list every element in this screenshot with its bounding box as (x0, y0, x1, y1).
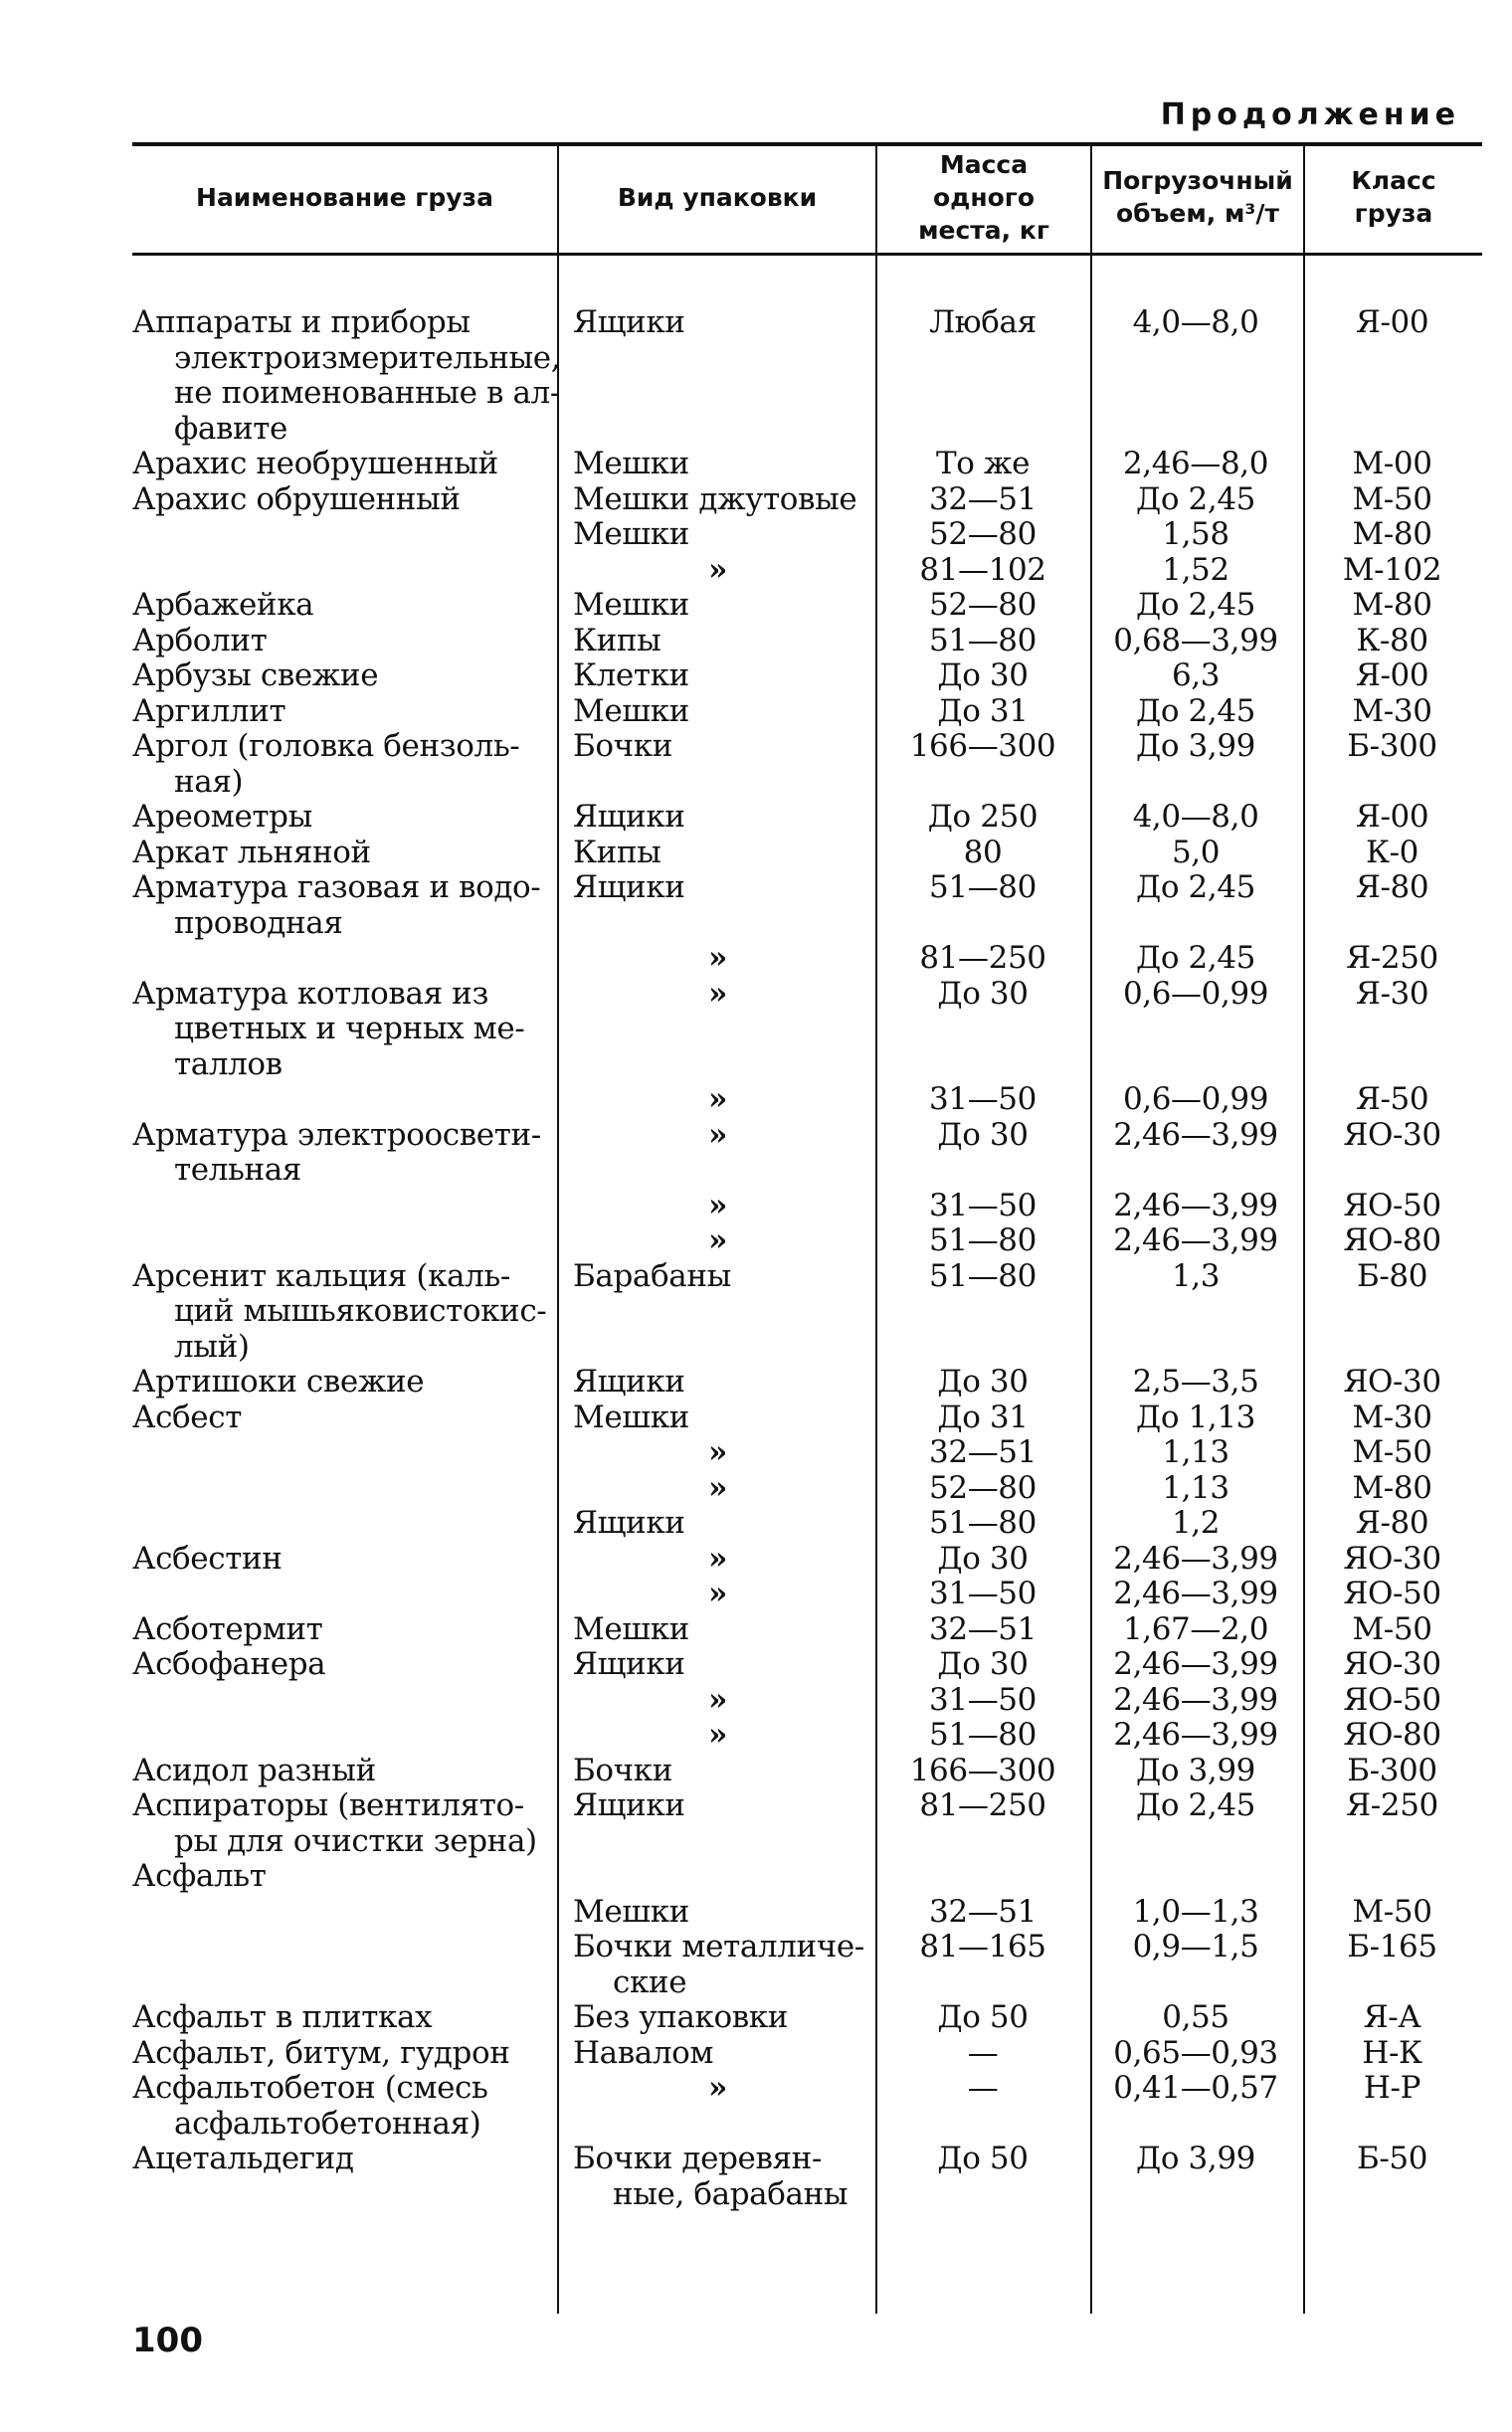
cargo-name (132, 1647, 548, 1683)
unit-mass: 81—102 (919, 551, 1046, 588)
cargo-name (132, 482, 548, 518)
packaging-line: Ящики (573, 304, 685, 340)
cargo-class: Я-250 (1346, 940, 1438, 976)
cargo-name-line: тельная (174, 1152, 301, 1188)
cargo-name-line: Аспираторы (вентилято- (132, 1787, 524, 1823)
loading-volume: 2,46—3,99 (1113, 1116, 1278, 1153)
unit-mass: До 30 (937, 1116, 1029, 1153)
loading-volume: До 2,45 (1136, 692, 1255, 729)
ditto-mark: » (708, 940, 727, 976)
cargo-class: Я-00 (1355, 799, 1429, 835)
packaging-type (573, 1788, 866, 1824)
unit-mass: 51—80 (929, 1257, 1037, 1294)
loading-volume: До 3,99 (1136, 1752, 1255, 1788)
ditto-mark: » (708, 1540, 727, 1577)
packaging-type (573, 694, 866, 730)
unit-mass: 31—50 (929, 1081, 1037, 1117)
cargo-name-line: Артишоки свежие (132, 1364, 425, 1400)
loading-volume: 4,0—8,0 (1132, 304, 1259, 340)
packaging-type (573, 1683, 866, 1719)
cargo-name-line: ций мышьяковистокис- (174, 1293, 547, 1329)
unit-mass: До 30 (937, 975, 1029, 1012)
unit-mass: 166—300 (909, 728, 1056, 764)
loading-volume: До 2,45 (1136, 480, 1255, 517)
cargo-class: ЯО-50 (1343, 1681, 1441, 1718)
cargo-class: Б-80 (1356, 1257, 1428, 1294)
packaging-type (573, 800, 866, 836)
cargo-name-line: Ацетальдегид (132, 2141, 354, 2176)
packaging-line: Мешки (573, 587, 689, 623)
loading-volume: 2,46—3,99 (1113, 1646, 1278, 1682)
ditto-mark: » (708, 1681, 727, 1718)
unit-mass: До 50 (937, 1999, 1029, 2035)
cargo-class: Я-80 (1355, 1505, 1429, 1541)
cargo-name (132, 800, 548, 836)
packaging-type (573, 1259, 866, 1295)
cargo-class: Я-00 (1355, 657, 1429, 693)
cargo-name-line: не поименованные в ал- (174, 375, 560, 411)
packaging-type (573, 1930, 866, 2000)
loading-volume: 6,3 (1171, 657, 1221, 693)
packaging-type (573, 1223, 866, 1259)
loading-volume: 0,55 (1162, 1999, 1229, 2035)
page-number: 100 (132, 2321, 203, 2360)
cargo-name-line: ры для очистки зерна) (174, 1822, 537, 1859)
packaging-line: Мешки (573, 516, 689, 552)
ditto-mark: » (708, 1081, 727, 1117)
cargo-class: Б-300 (1347, 728, 1437, 764)
cargo-class: Н-Р (1363, 2070, 1421, 2106)
cargo-name-line: Арахис обрушенный (132, 480, 461, 517)
cargo-class: ЯО-50 (1343, 1576, 1441, 1611)
packaging-line: Ящики (573, 1364, 685, 1400)
cargo-class: М-102 (1342, 551, 1442, 588)
cargo-name (132, 1788, 548, 1859)
cargo-name (132, 624, 548, 659)
cargo-name (132, 447, 548, 482)
cargo-class: Б-165 (1347, 1929, 1437, 1964)
cargo-name (132, 836, 548, 871)
unit-mass: 31—50 (929, 1576, 1037, 1611)
packaging-line: Бочки деревян- (573, 2141, 822, 2176)
loading-volume: 0,68—3,99 (1113, 622, 1278, 658)
packaging-line: Ящики (573, 1505, 685, 1541)
packaging-line: Бочки металличе- (573, 1929, 864, 1964)
unit-mass: 51—80 (929, 622, 1037, 658)
cargo-class: Я-250 (1346, 1787, 1438, 1823)
packaging-type (573, 1365, 866, 1401)
cargo-name-line: Арматура котловая из (132, 975, 488, 1012)
cargo-name (132, 1401, 548, 1436)
cargo-class: ЯО-30 (1343, 1540, 1441, 1577)
cargo-name-line: Асбестин (132, 1540, 283, 1577)
cargo-class: М-50 (1352, 1434, 1432, 1470)
packaging-type (573, 1401, 866, 1436)
packaging-line: Без упаковки (573, 1999, 788, 2035)
loading-volume: 0,6—0,99 (1122, 1081, 1269, 1117)
packaging-type (573, 1754, 866, 1789)
unit-mass: До 31 (937, 1399, 1029, 1435)
cargo-name-line: Асидол разный (132, 1752, 376, 1788)
cargo-class: ЯО-50 (1343, 1187, 1441, 1223)
column-header-volume: Погрузочный объем, м³/т (1102, 166, 1293, 228)
unit-mass: 31—50 (929, 1187, 1037, 1223)
cargo-name (132, 694, 548, 730)
column-header-packaging: Вид упаковки (617, 182, 818, 212)
packaging-type (573, 1435, 866, 1471)
cargo-name-line: Асфальт в плитках (132, 1999, 433, 2035)
unit-mass: 51—80 (929, 1717, 1037, 1753)
packaging-line: Кипы (573, 834, 662, 870)
packaging-type (573, 836, 866, 871)
loading-volume: 1,0—1,3 (1132, 1893, 1259, 1930)
cargo-name-line: ная) (174, 763, 244, 800)
unit-mass: 52—80 (929, 1469, 1037, 1506)
packaging-line: ные, барабаны (613, 2175, 849, 2212)
ditto-mark: » (708, 975, 727, 1012)
loading-volume: До 2,45 (1136, 587, 1255, 623)
packaging-line: Барабаны (573, 1257, 731, 1294)
packaging-line: Мешки джутовые (573, 480, 857, 517)
packaging-type (573, 482, 866, 518)
unit-mass: 166—300 (909, 1752, 1056, 1788)
packaging-line: Навалом (573, 2034, 714, 2071)
cargo-class: М-30 (1352, 692, 1432, 729)
cargo-name-line: Ареометры (132, 799, 312, 835)
packaging-type (573, 447, 866, 482)
packaging-type (573, 1577, 866, 1612)
cargo-class: М-50 (1352, 480, 1432, 517)
unit-mass: До 30 (937, 657, 1029, 693)
cargo-class: Б-50 (1356, 2141, 1428, 2176)
cargo-name-line: Асфальт, битум, гудрон (132, 2034, 510, 2071)
packaging-line: Бочки (573, 728, 672, 764)
cargo-name (132, 1612, 548, 1648)
loading-volume: До 2,45 (1136, 1787, 1255, 1823)
loading-volume: 2,46—3,99 (1113, 1717, 1278, 1753)
cargo-class: ЯО-30 (1343, 1646, 1441, 1682)
column-header-mass: Масса одного места, кг (918, 149, 1049, 245)
cargo-name-line: асфальтобетонная) (174, 2105, 481, 2142)
packaging-line: Ящики (573, 1646, 685, 1682)
cargo-name (132, 870, 548, 941)
cargo-class: М-80 (1352, 516, 1432, 552)
cargo-name (132, 1365, 548, 1401)
cargo-name-line: Арбузы свежие (132, 657, 379, 693)
packaging-line: Мешки (573, 446, 689, 481)
cargo-name-line: лый) (174, 1328, 250, 1365)
packaging-line: Бочки (573, 1752, 672, 1788)
cargo-name (132, 1259, 548, 1366)
cargo-class: К-80 (1356, 622, 1428, 658)
loading-volume: До 3,99 (1136, 2141, 1255, 2176)
cargo-class: Н-К (1362, 2034, 1422, 2071)
cargo-class: Я-50 (1355, 1081, 1429, 1117)
unit-mass: 51—80 (929, 1222, 1037, 1258)
unit-mass: До 250 (927, 799, 1039, 835)
cargo-name-line: Арболит (132, 622, 268, 658)
cargo-name-line: Асфальтобетон (смесь (132, 2070, 488, 2106)
unit-mass: 32—51 (929, 480, 1037, 517)
unit-mass: 81—250 (919, 940, 1046, 976)
cargo-name-line: Асбофанера (132, 1646, 326, 1682)
cargo-name-line: электроизмерительные, (174, 339, 561, 376)
ditto-mark: » (708, 2070, 727, 2106)
packaging-type (573, 1542, 866, 1578)
cargo-name (132, 658, 548, 694)
loading-volume: До 2,45 (1136, 940, 1255, 976)
unit-mass: До 30 (937, 1646, 1029, 1682)
loading-volume: 1,3 (1171, 1257, 1221, 1294)
loading-volume: 2,46—3,99 (1113, 1187, 1278, 1223)
packaging-type (573, 977, 866, 1013)
packaging-type (573, 729, 866, 765)
loading-volume: 0,65—0,93 (1113, 2034, 1278, 2071)
cargo-class: М-80 (1352, 587, 1432, 623)
cargo-name (132, 729, 548, 800)
loading-volume: До 2,45 (1136, 869, 1255, 905)
loading-volume: 2,46—8,0 (1122, 446, 1269, 481)
packaging-type (573, 588, 866, 624)
packaging-line: Ящики (573, 1787, 685, 1823)
column-header-name: Наименование груза (196, 182, 493, 212)
cargo-name (132, 1859, 548, 1895)
unit-mass: 32—51 (929, 1610, 1037, 1647)
cargo-name (132, 977, 548, 1083)
loading-volume: До 3,99 (1136, 728, 1255, 764)
cargo-name-line: Арсенит кальция (каль- (132, 1257, 510, 1294)
packaging-type (573, 2142, 866, 2212)
ditto-mark: » (708, 1469, 727, 1506)
cargo-class: ЯО-80 (1343, 1222, 1441, 1258)
cargo-class: М-50 (1352, 1893, 1432, 1930)
loading-volume: 1,67—2,0 (1122, 1610, 1269, 1647)
packaging-line: Ящики (573, 869, 685, 905)
cargo-class: М-30 (1352, 1399, 1432, 1435)
packaging-type (573, 305, 866, 341)
cargo-name-line: Арбажейка (132, 587, 314, 623)
packaging-line: Мешки (573, 1399, 689, 1435)
cargo-name-line: Аргол (головка бензоль- (132, 728, 520, 764)
packaging-type (573, 1612, 866, 1648)
cargo-class: Я-80 (1355, 869, 1429, 905)
unit-mass: 81—250 (919, 1787, 1046, 1823)
packaging-type (573, 1506, 866, 1542)
loading-volume: 5,0 (1171, 834, 1221, 870)
packaging-type (573, 1118, 866, 1154)
packaging-type (573, 658, 866, 694)
column-header-class: Класс груза (1351, 166, 1436, 228)
packaging-type (573, 2071, 866, 2107)
packaging-line: Кипы (573, 622, 662, 658)
cargo-name-line: проводная (174, 904, 343, 941)
unit-mass: — (967, 2070, 999, 2106)
cargo-name-line: Арматура электроосвети- (132, 1116, 541, 1153)
cargo-class: Б-300 (1347, 1752, 1437, 1788)
unit-mass: То же (935, 446, 1031, 481)
loading-volume: 2,5—3,5 (1132, 1364, 1259, 1400)
unit-mass: До 31 (937, 692, 1029, 729)
cargo-class: Я-30 (1355, 975, 1429, 1012)
loading-volume: До 1,13 (1136, 1399, 1255, 1435)
packaging-type (573, 624, 866, 659)
cargo-name-line: фавите (174, 410, 287, 447)
loading-volume: 0,9—1,5 (1132, 1929, 1259, 1964)
ditto-mark: » (708, 1222, 727, 1258)
cargo-name (132, 1118, 548, 1189)
cargo-name-line: таллов (174, 1045, 283, 1082)
cargo-name-line: цветных и черных ме- (174, 1011, 525, 1046)
cargo-name (132, 588, 548, 624)
loading-volume: 0,41—0,57 (1113, 2070, 1278, 2106)
loading-volume: 1,58 (1162, 516, 1229, 552)
ditto-mark: » (708, 551, 727, 588)
packaging-line: ские (613, 1964, 687, 2000)
cargo-class: М-80 (1352, 1469, 1432, 1506)
cargo-name (132, 1542, 548, 1578)
packaging-type (573, 2000, 866, 2036)
packaging-line: Мешки (573, 1610, 689, 1647)
continued-label: Продолжение (1160, 97, 1460, 132)
ditto-mark: » (708, 1187, 727, 1223)
unit-mass: 51—80 (929, 1505, 1037, 1541)
packaging-line: Мешки (573, 1893, 689, 1930)
packaging-line: Мешки (573, 692, 689, 729)
packaging-type (573, 1647, 866, 1683)
cargo-name (132, 2142, 548, 2177)
unit-mass: 31—50 (929, 1681, 1037, 1718)
cargo-class: ЯО-80 (1343, 1717, 1441, 1753)
ditto-mark: » (708, 1717, 727, 1753)
packaging-type (573, 941, 866, 977)
loading-volume: 2,46—3,99 (1113, 1576, 1278, 1611)
unit-mass: — (967, 2034, 999, 2071)
packaging-line: Ящики (573, 799, 685, 835)
unit-mass: 52—80 (929, 587, 1037, 623)
unit-mass: 81—165 (919, 1929, 1046, 1964)
packaging-type (573, 553, 866, 589)
cargo-class: М-00 (1352, 446, 1432, 481)
cargo-name (132, 1754, 548, 1789)
cargo-class: М-50 (1352, 1610, 1432, 1647)
packaging-type (573, 1895, 866, 1931)
packaging-type (573, 1718, 866, 1754)
packaging-type (573, 1189, 866, 1224)
unit-mass: 51—80 (929, 869, 1037, 905)
loading-volume: 2,46—3,99 (1113, 1222, 1278, 1258)
loading-volume: 1,13 (1162, 1469, 1229, 1506)
unit-mass: 80 (963, 834, 1003, 870)
cargo-class: К-0 (1366, 834, 1418, 870)
cargo-class: Я-00 (1355, 304, 1429, 340)
loading-volume: 2,46—3,99 (1113, 1540, 1278, 1577)
cargo-name-line: Аппараты и приборы (132, 304, 471, 340)
unit-mass: 32—51 (929, 1893, 1037, 1930)
packaging-type (573, 870, 866, 906)
cargo-class: ЯО-30 (1343, 1364, 1441, 1400)
unit-mass: До 30 (937, 1540, 1029, 1577)
unit-mass: До 30 (937, 1364, 1029, 1400)
loading-volume: 1,52 (1162, 551, 1229, 588)
cargo-name (132, 2071, 548, 2142)
loading-volume: 1,13 (1162, 1434, 1229, 1470)
cargo-name-line: Арматура газовая и водо- (132, 869, 541, 905)
cargo-name (132, 304, 561, 447)
cargo-name-line: Асботермит (132, 1610, 323, 1647)
ditto-mark: » (708, 1116, 727, 1153)
loading-volume: 1,2 (1171, 1505, 1221, 1541)
packaging-type (573, 517, 866, 553)
cargo-name-line: Асфальт (132, 1858, 267, 1894)
unit-mass: 52—80 (929, 516, 1037, 552)
packaging-line: Клетки (573, 657, 689, 693)
loading-volume: 4,0—8,0 (1132, 799, 1259, 835)
cargo-name-line: Асбест (132, 1399, 242, 1435)
cargo-class: ЯО-30 (1343, 1116, 1441, 1153)
ditto-mark: » (708, 1576, 727, 1611)
cargo-name (132, 2000, 548, 2036)
unit-mass: До 50 (937, 2141, 1029, 2176)
ditto-mark: » (708, 1434, 727, 1470)
cargo-name-line: Арахис необрушенный (132, 446, 498, 481)
loading-volume: 2,46—3,99 (1113, 1681, 1278, 1718)
cargo-name (132, 2036, 548, 2072)
packaging-type (573, 1082, 866, 1118)
unit-mass: Любая (929, 304, 1037, 340)
packaging-type (573, 1471, 866, 1507)
cargo-name-line: Аргиллит (132, 692, 286, 729)
packaging-type (573, 2036, 866, 2072)
loading-volume: 0,6—0,99 (1122, 975, 1269, 1012)
unit-mass: 32—51 (929, 1434, 1037, 1470)
cargo-name-line: Аркат льняной (132, 834, 371, 870)
cargo-class: Я-А (1363, 1999, 1421, 2035)
